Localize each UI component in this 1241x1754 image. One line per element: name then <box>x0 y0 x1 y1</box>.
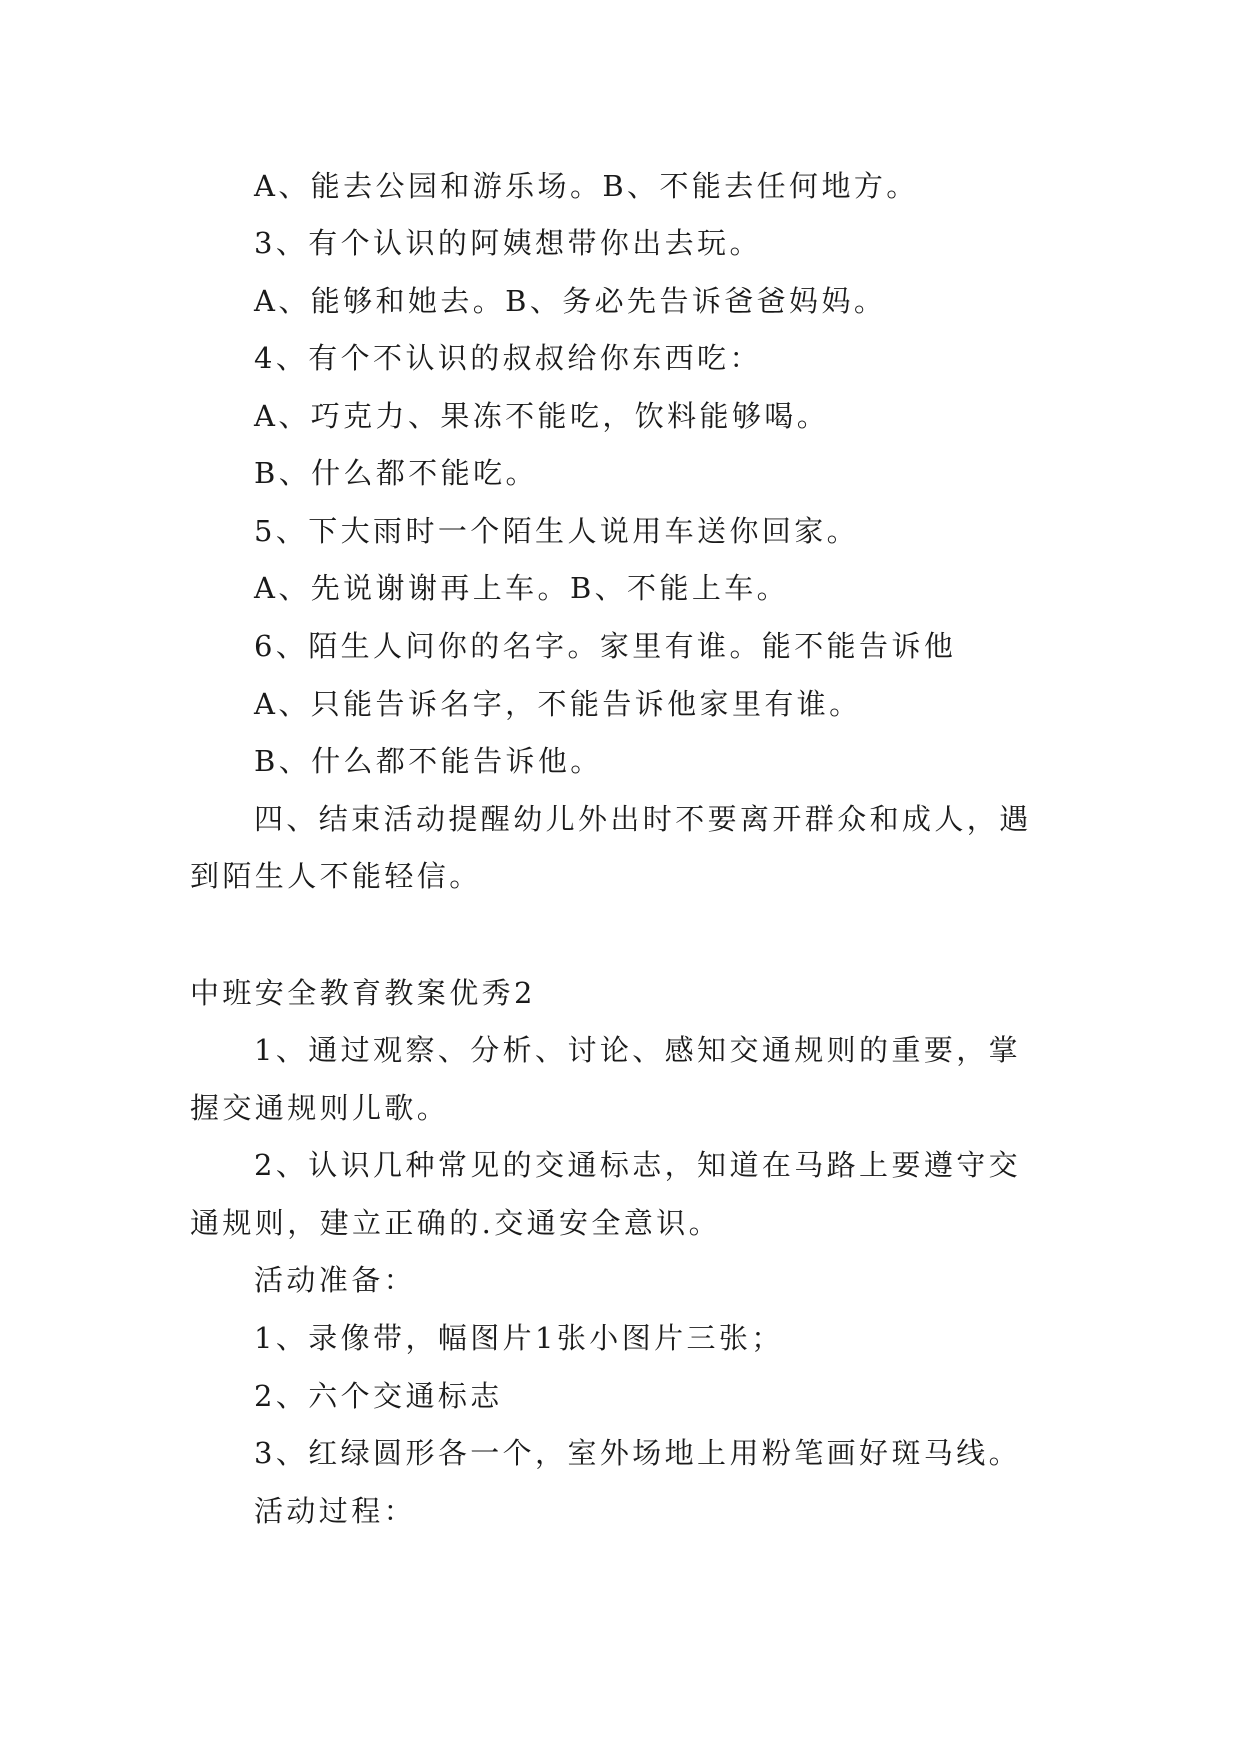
option-line: A、能去公园和游乐场。B、不能去任何地方。 <box>254 169 919 203</box>
option-line: B、什么都不能告诉他。 <box>254 744 603 778</box>
list-item: 2、六个交通标志 <box>254 1379 503 1413</box>
paragraph-line: 2、认识几种常见的交通标志，知道在马路上要遵守交 <box>254 1148 1022 1182</box>
option-line: A、只能告诉名字，不能告诉他家里有谁。 <box>254 687 862 721</box>
paragraph-line: 握交通规则儿歌。 <box>190 1091 450 1125</box>
section-title: 中班安全教育教案优秀2 <box>190 976 536 1010</box>
option-line: A、巧克力、果冻不能吃，饮料能够喝。 <box>254 399 830 433</box>
question-line: 5、下大雨时一个陌生人说用车送你回家。 <box>254 514 860 548</box>
list-item: 3、红绿圆形各一个，室外场地上用粉笔画好斑马线。 <box>254 1436 1022 1470</box>
question-line: 4、有个不认识的叔叔给你东西吃： <box>254 341 762 375</box>
paragraph-line: 到陌生人不能轻信。 <box>190 859 482 893</box>
paragraph-line: 通规则，建立正确的.交通安全意识。 <box>190 1206 722 1240</box>
option-line: A、先说谢谢再上车。B、不能上车。 <box>254 571 790 605</box>
question-line: 6、陌生人问你的名字。家里有谁。能不能告诉他 <box>254 629 957 663</box>
subheading: 活动过程： <box>254 1494 417 1528</box>
subheading: 活动准备： <box>254 1263 417 1297</box>
option-line: B、什么都不能吃。 <box>254 456 538 490</box>
list-item: 1、录像带，幅图片1张小图片三张； <box>254 1321 784 1355</box>
paragraph-line: 四、结束活动提醒幼儿外出时不要离开群众和成人，遇 <box>254 802 1032 836</box>
question-line: 3、有个认识的阿姨想带你出去玩。 <box>254 226 762 260</box>
option-line: A、能够和她去。B、务必先告诉爸爸妈妈。 <box>254 284 887 318</box>
paragraph-line: 1、通过观察、分析、讨论、感知交通规则的重要，掌 <box>254 1033 1022 1067</box>
